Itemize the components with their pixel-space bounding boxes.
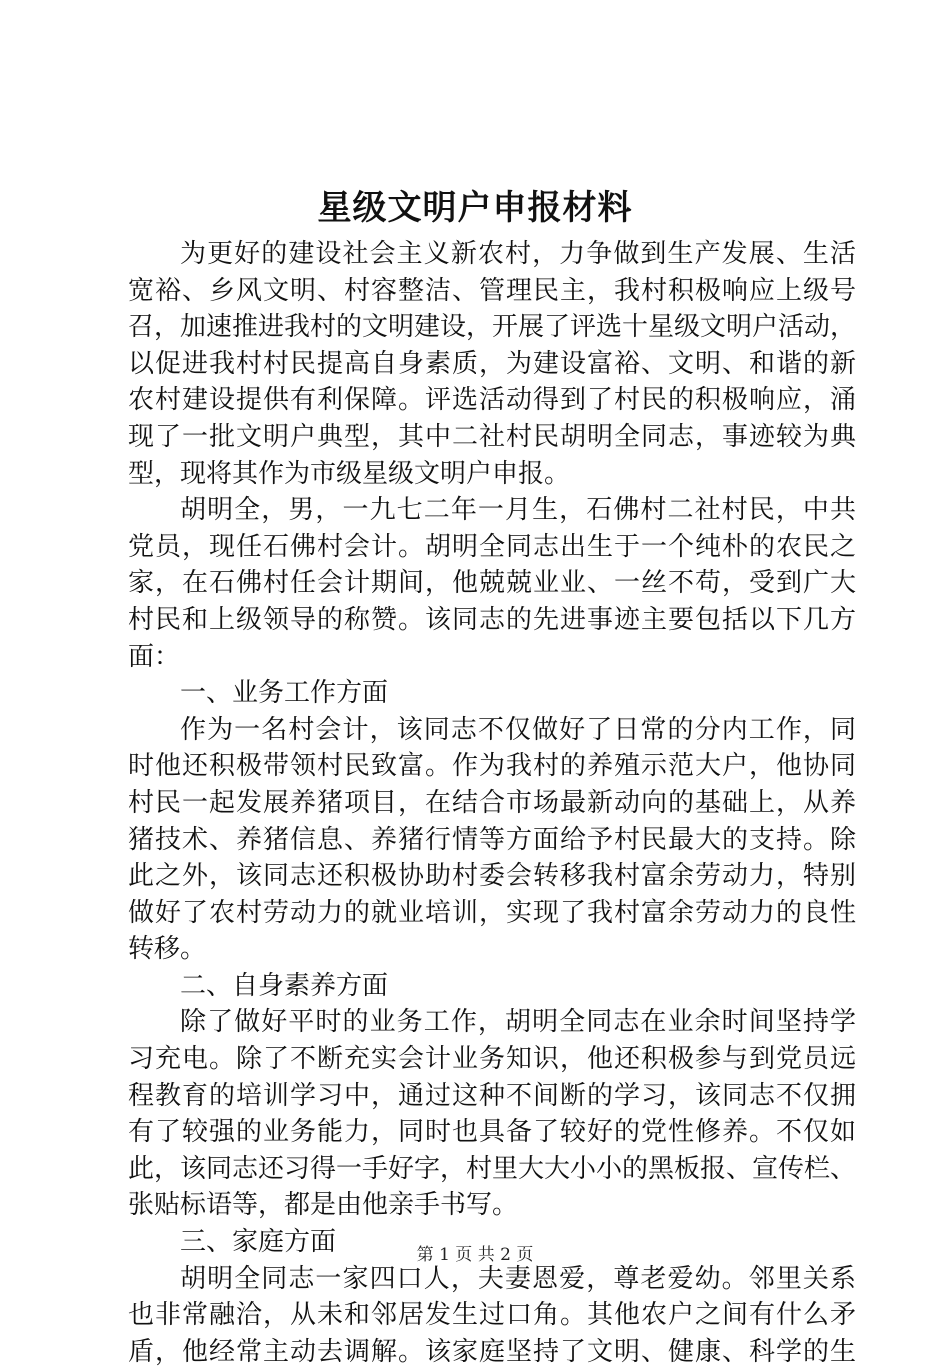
section-heading: 一、业务工作方面 [180,678,389,709]
body-line: 除了做好平时的业务工作，胡明全同志在业余时间坚持学 [180,1007,856,1038]
body-line: 党员，现任石佛村会计。胡明全同志出生于一个纯朴的农民之 [128,531,856,562]
body-line: 做好了农村劳动力的就业培训，实现了我村富余劳动力的良性 [128,897,856,928]
body-line: 面： [128,641,181,672]
body-line: 此，该同志还习得一手好字，村里大大小小的黑板报、宣传栏、 [128,1153,857,1184]
body-line: 此之外，该同志还积极协助村委会转移我村富余劳动力，特别 [128,861,856,892]
body-line: 也非常融洽，从未和邻居发生过口角。其他农户之间有什么矛 [128,1300,856,1331]
section-heading: 三、家庭方面 [180,1227,337,1258]
body-line: 时他还积极带领村民致富。作为我村的养殖示范大户，他协同 [128,751,856,782]
body-line: 现了一批文明户典型，其中二社村民胡明全同志，事迹较为典 [128,421,856,452]
body-line: 有了较强的业务能力，同时也具备了较好的党性修养。不仅如 [128,1117,856,1148]
body-line: 转移。 [128,934,207,965]
body-line: 村民一起发展养猪项目，在结合市场最新动向的基础上，从养 [128,787,856,818]
body-line: 胡明全同志一家四口人，夫妻恩爱，尊老爱幼。邻里关系 [180,1263,856,1294]
body-line: 宽裕、乡风文明、村容整洁、管理民主，我村积极响应上级号 [128,275,856,306]
body-line: 为更好的建设社会主义新农村，力争做到生产发展、生活 [180,239,856,269]
body-line: 召，加速推进我村的文明建设，开展了评选十星级文明户活动， [128,312,857,343]
document-title: 星级文明户申报材料 [317,188,633,228]
body-line: 村民和上级领导的称赞。该同志的先进事迹主要包括以下几方 [128,604,856,635]
body-line: 以促进我村村民提高自身素质，为建设富裕、文明、和谐的新 [128,348,856,379]
body-line: 农村建设提供有利保障。评选活动得到了村民的积极响应，涌 [128,385,856,416]
body-line: 猪技术、养猪信息、养猪行情等方面给予村民最大的支持。除 [128,824,856,855]
body-line: 家，在石佛村任会计期间，他兢兢业业、一丝不苟，受到广大 [128,568,856,599]
body-line: 程教育的培训学习中，通过这种不间断的学习，该同志不仅拥 [128,1080,856,1111]
body-line: 盾，他经常主动去调解。该家庭坚持了文明、健康、科学的生 [128,1336,856,1367]
body-line: 作为一名村会计，该同志不仅做好了日常的分内工作，同 [180,714,856,745]
page-footer: 第 1 页 共 2 页 [416,1245,534,1265]
body-line: 胡明全，男，一九七二年一月生，石佛村二社村民，中共 [180,495,856,526]
body-line: 习充电。除了不断充实会计业务知识，他还积极参与到党员远 [128,1044,856,1075]
body-line: 型，现将其作为市级星级文明户申报。 [128,458,571,489]
body-line: 张贴标语等，都是由他亲手书写。 [128,1190,519,1221]
document-body [128,236,856,1370]
section-heading: 二、自身素养方面 [180,970,389,1001]
